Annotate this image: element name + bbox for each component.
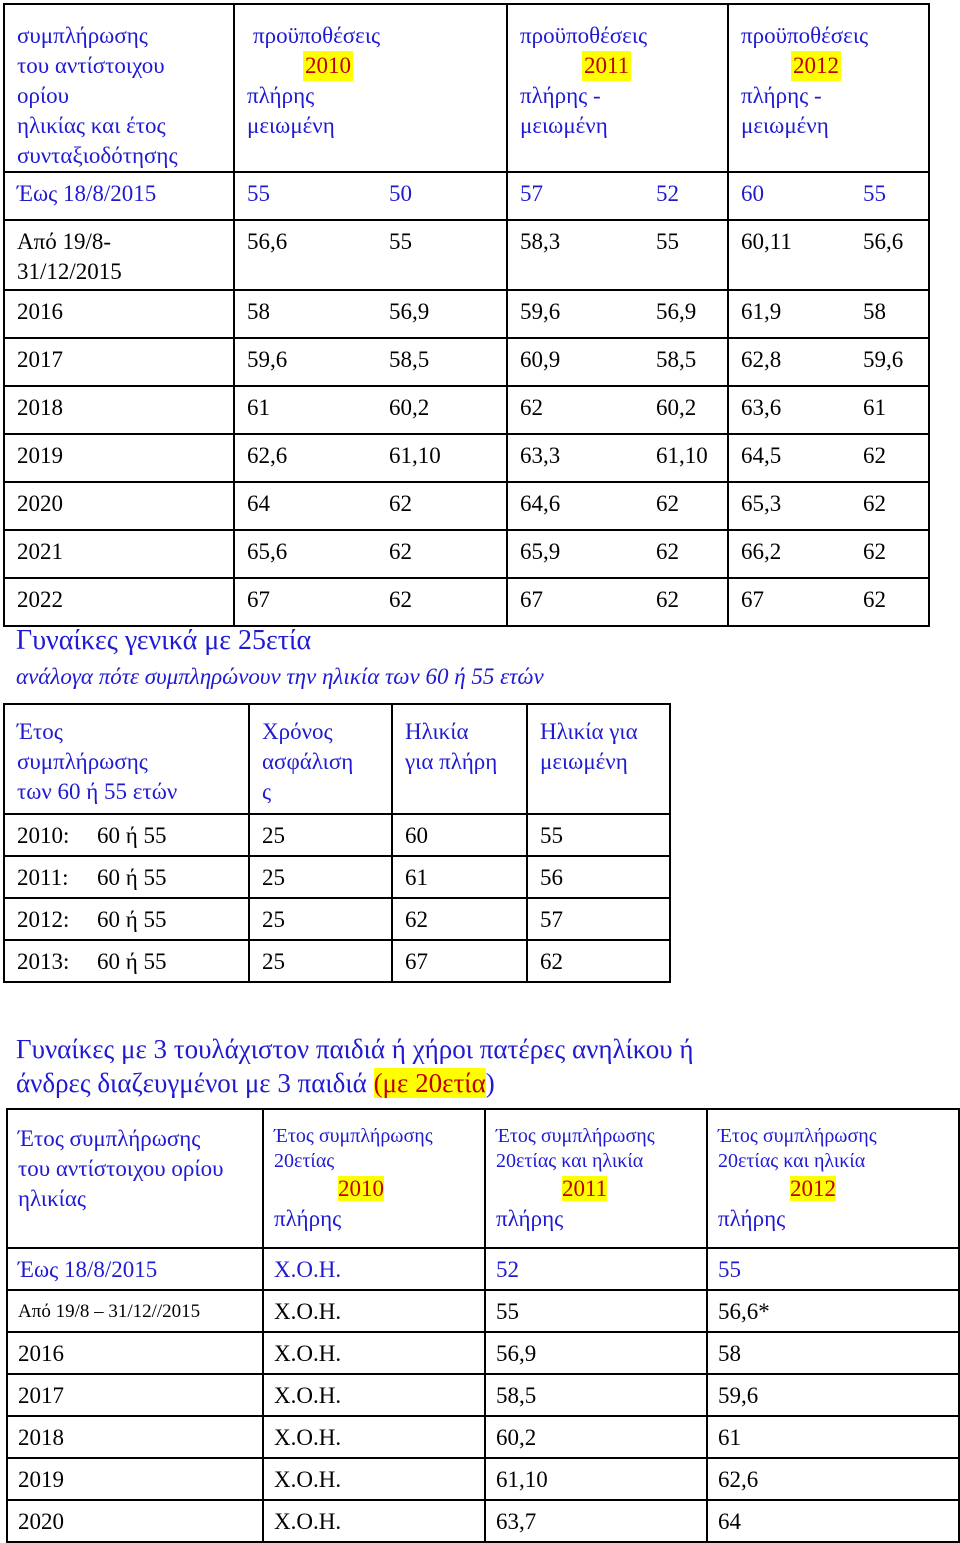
- table-row: [4, 338, 929, 386]
- value-pair-2012: [728, 290, 929, 338]
- header-year: 2012: [790, 1176, 836, 1201]
- header-line: του αντίστοιχου ορίου: [18, 1156, 224, 1181]
- value-pair-2010: [234, 172, 507, 220]
- value-pair-2010: [234, 290, 507, 338]
- reduced-value: 60,2: [656, 395, 697, 420]
- table-row: [7, 1416, 959, 1458]
- table-row: [4, 290, 929, 338]
- value-2011: 60,2: [485, 1416, 707, 1458]
- header-line: ς: [262, 779, 272, 804]
- full-age-cell: 60: [392, 814, 527, 856]
- header-line: μειωμένη: [540, 749, 628, 774]
- reduced-value: 61: [863, 395, 886, 420]
- period-cell: 2016: [4, 290, 234, 338]
- section-title-3-children-line1: Γυναίκες με 3 τουλάχιστον παιδιά ή χήροι πατέρες ανηλίκου ή: [16, 1034, 694, 1064]
- header-line: ηλικίας και έτος: [17, 113, 166, 138]
- header-label: προϋποθέσεις: [253, 23, 381, 48]
- insurance-cell: 25: [249, 898, 392, 940]
- table-row: [4, 172, 929, 220]
- full-age-cell: 61: [392, 856, 527, 898]
- retirement-age-table-women: [3, 703, 671, 983]
- full-value: 61: [247, 395, 270, 420]
- value-2012: 55: [707, 1248, 959, 1290]
- reduced-value: 56,9: [389, 299, 430, 324]
- reduced-age-cell: 57: [527, 898, 670, 940]
- value-pair-2011: [507, 530, 728, 578]
- age-value: 60 ή 55: [97, 949, 167, 974]
- full-value: 58: [247, 299, 270, 324]
- value-2012: 61: [707, 1416, 959, 1458]
- header-sub: πλήρης -: [741, 83, 822, 108]
- period-cell: [4, 220, 234, 290]
- year-cell: [4, 814, 249, 856]
- header-line: 20ετίας: [274, 1150, 335, 1172]
- value-2010: Χ.Ο.Η.: [263, 1374, 485, 1416]
- insurance-cell: 25: [249, 814, 392, 856]
- table-row: [4, 940, 670, 982]
- period-line: 31/12/2015: [17, 259, 122, 284]
- header-sub: πλήρης -: [520, 83, 601, 108]
- age-value: 60 ή 55: [97, 907, 167, 932]
- header-line: πλήρης: [496, 1206, 564, 1231]
- header-line: ορίου: [17, 83, 70, 108]
- value-pair-2011: [507, 482, 728, 530]
- period-cell: 2019: [4, 434, 234, 482]
- reduced-value: 55: [656, 229, 679, 254]
- full-value: 62,6: [247, 443, 288, 468]
- value-pair-2011: [507, 338, 728, 386]
- value-2011: 61,10: [485, 1458, 707, 1500]
- section-subtitle-women-25years: ανάλογα πότε συμπληρώνουν την ηλικία των 60 ή 55 ετών: [16, 664, 544, 689]
- table-row: [4, 220, 929, 290]
- table-row: [7, 1500, 959, 1542]
- reduced-age-cell: 55: [527, 814, 670, 856]
- header-line: πλήρης: [718, 1206, 786, 1231]
- full-value: 67: [741, 587, 764, 612]
- value-2012: 64: [707, 1500, 959, 1542]
- table-row: [4, 578, 929, 626]
- value-pair-2010: [234, 386, 507, 434]
- table-row: [4, 434, 929, 482]
- value-pair-2012: [728, 578, 929, 626]
- header-line: Έτος συμπλήρωσης: [496, 1125, 655, 1147]
- header-line: Έτος συμπλήρωσης: [718, 1125, 877, 1147]
- age-value: 60 ή 55: [97, 865, 167, 890]
- value-2010: Χ.Ο.Η.: [263, 1332, 485, 1374]
- header-line: ασφάλιση: [262, 749, 354, 774]
- reduced-value: 62: [389, 539, 412, 564]
- value-pair-2011: [507, 386, 728, 434]
- reduced-value: 58: [863, 299, 886, 324]
- header-line: του αντίστοιχου: [17, 53, 165, 78]
- value-pair-2010: [234, 338, 507, 386]
- header-line: Έτος: [17, 719, 63, 744]
- year-cell: [4, 856, 249, 898]
- year-value: 2010:: [17, 823, 70, 848]
- full-value: 67: [247, 587, 270, 612]
- header-cell-2010: [263, 1109, 485, 1248]
- value-2012: 59,6: [707, 1374, 959, 1416]
- full-value: 66,2: [741, 539, 782, 564]
- header-line: ηλικίας: [18, 1186, 87, 1211]
- header-cell-2012: [728, 4, 929, 172]
- value-2010: Χ.Ο.Η.: [263, 1248, 485, 1290]
- table-row: [4, 814, 670, 856]
- period-cell: 2022: [4, 578, 234, 626]
- table-header-row: [7, 1109, 959, 1248]
- insurance-cell: 25: [249, 856, 392, 898]
- table-row: [7, 1332, 959, 1374]
- full-value: 64,5: [741, 443, 782, 468]
- reduced-value: 62: [863, 539, 886, 564]
- header-cell-period: [4, 4, 234, 172]
- reduced-value: 62: [656, 587, 679, 612]
- header-line: για πλήρη: [405, 749, 498, 774]
- year-value: 2012:: [17, 907, 70, 932]
- header-line: Ηλικία: [405, 719, 469, 744]
- value-pair-2010: [234, 530, 507, 578]
- table-row: [7, 1248, 959, 1290]
- table-row: [7, 1374, 959, 1416]
- header-sub: μειωμένη: [247, 113, 335, 138]
- header-label: προϋποθέσεις: [520, 23, 648, 48]
- full-value: 62,8: [741, 347, 782, 372]
- reduced-value: 58,5: [389, 347, 430, 372]
- reduced-value: 55: [389, 229, 412, 254]
- full-value: 60: [741, 181, 764, 206]
- reduced-value: 62: [656, 539, 679, 564]
- year-value: 2011:: [17, 865, 69, 890]
- header-sub: πλήρης: [247, 83, 315, 108]
- reduced-value: 60,2: [389, 395, 430, 420]
- value-pair-2010: [234, 220, 507, 290]
- reduced-value: 62: [389, 587, 412, 612]
- header-line: 20ετίας και ηλικία: [718, 1150, 866, 1172]
- value-pair-2011: [507, 578, 728, 626]
- header-line: Έτος συμπλήρωσης: [18, 1126, 201, 1151]
- period-cell: 2018: [7, 1416, 263, 1458]
- header-line: Ηλικία για: [540, 719, 638, 744]
- header-line: 20ετίας και ηλικία: [496, 1150, 644, 1172]
- reduced-value: 61,10: [389, 443, 441, 468]
- year-cell: [4, 898, 249, 940]
- full-age-cell: 62: [392, 898, 527, 940]
- value-pair-2012: [728, 434, 929, 482]
- table-header-row: [4, 704, 670, 814]
- header-line: Χρόνος: [262, 719, 333, 744]
- reduced-value: 62: [863, 587, 886, 612]
- retirement-age-table-men: [3, 3, 930, 627]
- reduced-age-cell: 56: [527, 856, 670, 898]
- header-cell-full-age: [392, 704, 527, 814]
- full-value: 58,3: [520, 229, 561, 254]
- period-cell: Έως 18/8/2015: [4, 172, 234, 220]
- value-pair-2011: [507, 220, 728, 290]
- value-pair-2012: [728, 172, 929, 220]
- table-row: [4, 856, 670, 898]
- reduced-age-cell: 62: [527, 940, 670, 982]
- value-pair-2011: [507, 290, 728, 338]
- header-cell-reduced-age: [527, 704, 670, 814]
- table-row: [7, 1458, 959, 1500]
- value-2012: 58: [707, 1332, 959, 1374]
- header-year: 2012: [791, 51, 841, 81]
- section-title-3-children-line2: [16, 1066, 495, 1100]
- table-row: [4, 386, 929, 434]
- header-line: των 60 ή 55 ετών: [17, 779, 178, 804]
- reduced-value: 58,5: [656, 347, 697, 372]
- full-value: 67: [520, 587, 543, 612]
- header-cell-2011: [507, 4, 728, 172]
- reduced-value: 52: [656, 181, 679, 206]
- year-cell: [4, 940, 249, 982]
- header-label: προϋποθέσεις: [741, 23, 869, 48]
- value-pair-2010: [234, 434, 507, 482]
- full-value: 60,11: [741, 229, 792, 254]
- header-sub: μειωμένη: [741, 113, 829, 138]
- full-age-cell: 67: [392, 940, 527, 982]
- table-row: [4, 482, 929, 530]
- full-value: 56,6: [247, 229, 288, 254]
- value-2010: Χ.Ο.Η.: [263, 1500, 485, 1542]
- period-cell: 2016: [7, 1332, 263, 1374]
- reduced-value: 62: [863, 443, 886, 468]
- header-line: συμπλήρωσης: [17, 749, 148, 774]
- full-value: 59,6: [247, 347, 288, 372]
- header-line: πλήρης: [274, 1206, 342, 1231]
- period-cell: 2019: [7, 1458, 263, 1500]
- age-value: 60 ή 55: [97, 823, 167, 848]
- reduced-value: 62: [389, 491, 412, 516]
- value-2010: Χ.Ο.Η.: [263, 1416, 485, 1458]
- header-cell-period: [7, 1109, 263, 1248]
- value-pair-2011: [507, 434, 728, 482]
- reduced-value: 56,9: [656, 299, 697, 324]
- retirement-age-table-3-children: [6, 1108, 960, 1543]
- insurance-cell: 25: [249, 940, 392, 982]
- period-cell: 2017: [7, 1374, 263, 1416]
- header-cell-2011: [485, 1109, 707, 1248]
- reduced-value: 61,10: [656, 443, 708, 468]
- value-pair-2012: [728, 482, 929, 530]
- full-value: 63,3: [520, 443, 561, 468]
- reduced-value: 55: [863, 181, 886, 206]
- value-2012: 56,6*: [707, 1290, 959, 1332]
- full-value: 65,9: [520, 539, 561, 564]
- period-cell: 2018: [4, 386, 234, 434]
- full-value: 65,3: [741, 491, 782, 516]
- reduced-value: 56,6: [863, 229, 904, 254]
- table-row: [4, 898, 670, 940]
- header-line: συνταξιοδότησης: [17, 143, 178, 168]
- heading-text: άνδρες διαζευγμένοι με 3 παιδιά: [16, 1068, 367, 1098]
- full-value: 65,6: [247, 539, 288, 564]
- value-2011: 55: [485, 1290, 707, 1332]
- header-line: Έτος συμπλήρωσης: [274, 1125, 433, 1147]
- full-value: 64,6: [520, 491, 561, 516]
- period-cell: 2020: [7, 1500, 263, 1542]
- value-2010: Χ.Ο.Η.: [263, 1458, 485, 1500]
- value-pair-2012: [728, 530, 929, 578]
- reduced-value: 50: [389, 181, 412, 206]
- value-2011: 63,7: [485, 1500, 707, 1542]
- reduced-value: 59,6: [863, 347, 904, 372]
- header-year: 2011: [582, 51, 631, 81]
- full-value: 62: [520, 395, 543, 420]
- full-value: 63,6: [741, 395, 782, 420]
- value-pair-2012: [728, 386, 929, 434]
- value-pair-2011: [507, 172, 728, 220]
- value-pair-2012: [728, 338, 929, 386]
- header-year: 2010: [338, 1176, 384, 1201]
- header-line: συμπλήρωσης: [17, 23, 148, 48]
- full-value: 55: [247, 181, 270, 206]
- value-2011: 52: [485, 1248, 707, 1290]
- period-cell: Από 19/8 – 31/12//2015: [7, 1290, 263, 1332]
- header-cell-year: [4, 704, 249, 814]
- header-year: 2011: [562, 1176, 608, 1201]
- value-2010: Χ.Ο.Η.: [263, 1290, 485, 1332]
- value-2011: 56,9: [485, 1332, 707, 1374]
- highlighted-text: (με 20ετία: [373, 1068, 486, 1098]
- full-value: 59,6: [520, 299, 561, 324]
- header-cell-insurance: [249, 704, 392, 814]
- period-cell: Έως 18/8/2015: [7, 1248, 263, 1290]
- value-2012: 62,6: [707, 1458, 959, 1500]
- full-value: 60,9: [520, 347, 561, 372]
- full-value: 61,9: [741, 299, 782, 324]
- table-header-row: [4, 4, 929, 172]
- header-sub: μειωμένη: [520, 113, 608, 138]
- heading-text: ): [485, 1068, 495, 1098]
- period-cell: 2020: [4, 482, 234, 530]
- year-value: 2013:: [17, 949, 70, 974]
- header-cell-2012: [707, 1109, 959, 1248]
- full-value: 64: [247, 491, 270, 516]
- value-pair-2012: [728, 220, 929, 290]
- header-year: 2010: [303, 51, 353, 81]
- value-pair-2010: [234, 482, 507, 530]
- section-title-women-25years: Γυναίκες γενικά με 25ετία: [16, 625, 312, 656]
- full-value: 57: [520, 181, 543, 206]
- reduced-value: 62: [656, 491, 679, 516]
- period-cell: 2021: [4, 530, 234, 578]
- value-2011: 58,5: [485, 1374, 707, 1416]
- header-cell-2010: [234, 4, 507, 172]
- reduced-value: 62: [863, 491, 886, 516]
- value-pair-2010: [234, 578, 507, 626]
- table-row: [7, 1290, 959, 1332]
- table-row: [4, 530, 929, 578]
- period-cell: 2017: [4, 338, 234, 386]
- period-line: Από 19/8-: [17, 229, 112, 254]
